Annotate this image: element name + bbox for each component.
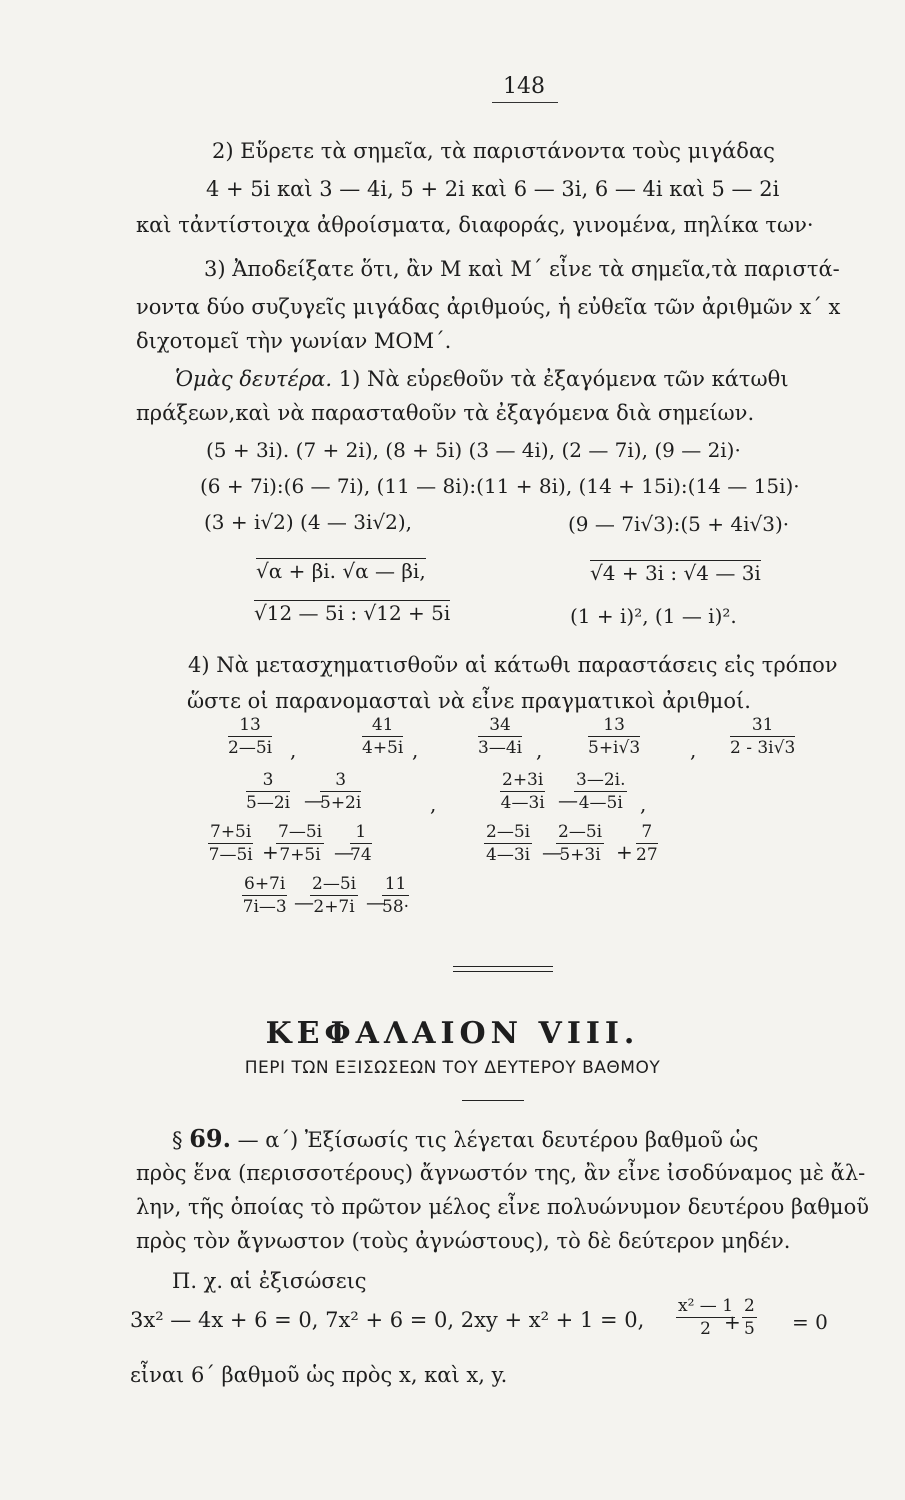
- group-b-intro: 1) Νὰ εὑρεθοῦν τὰ ἐξαγόμενα τῶν κάτωθι: [338, 367, 789, 391]
- page-number: 148: [503, 74, 545, 99]
- comma: ,: [412, 738, 419, 762]
- plus-sign: +: [262, 840, 279, 864]
- plus-sign: +: [616, 840, 633, 864]
- plus-sign: +: [724, 1310, 741, 1334]
- section-69-line-2: πρὸς ἕνα (περισσοτέρους) ἄγνωστόν της, ἂν εἶνε ἰσοδύναμος μὲ ἄλ-: [136, 1161, 866, 1185]
- fraction: $\frac{2—5i}{4—3i}$: [486, 822, 531, 865]
- fraction: $\frac{3}{5+2i}$: [320, 770, 362, 813]
- fraction: $\frac{34}{3—4i}$: [478, 715, 523, 758]
- fraction: $\frac{11}{58\cdot}$: [382, 874, 410, 917]
- chapter-subtitle: ΠΕΡΙ ΤΩΝ ΕΞΙΣΩΣΕΩΝ ΤΟΥ ΔΕΥΤΕΡΟΥ ΒΑΘΜΟΥ: [244, 1058, 661, 1078]
- comma: ,: [430, 792, 437, 816]
- fraction: $\frac{3—2i.}{4—5i}$: [576, 770, 626, 813]
- fraction: $\frac{31}{2 - 3i√3}$: [730, 715, 796, 758]
- minus-sign: —: [334, 840, 354, 864]
- fraction: $\frac{3}{5—2i}$: [246, 770, 291, 813]
- comma: ,: [690, 738, 697, 762]
- expr-row-4b: √4 + 3i : √4 — 3i: [590, 561, 761, 585]
- fraction: $\frac{\text{x² — 1}}{2}$: [678, 1296, 734, 1339]
- fraction: $\frac{1}{74}$: [350, 822, 372, 865]
- equation-list: 3x² — 4x + 6 = 0, 7x² + 6 = 0, 2xy + x² + 1 = 0,: [130, 1308, 645, 1332]
- expr-row-2: (6 + 7i):(6 — 7i), (11 — 8i):(11 + 8i), (14 + 15i):(14 — 15i)·: [200, 474, 800, 498]
- fraction: $\frac{13}{5+i√3}$: [588, 715, 641, 758]
- exercise-3-line-1: 3) Ἀποδείξατε ὅτι, ἂν Μ καὶ Μ΄ εἶνε τὰ σημεῖα,τὰ παριστά-: [204, 257, 840, 281]
- section-mark: §: [172, 1128, 183, 1152]
- expr-row-5a: √12 — 5i : √12 + 5i: [254, 601, 451, 625]
- fraction: $\frac{13}{2—5i}$: [228, 715, 273, 758]
- section-69-line-1: [172, 1126, 758, 1153]
- minus-sign: —: [366, 890, 386, 914]
- expr-row-5b: (1 + i)², (1 — i)².: [570, 604, 737, 628]
- separator-rule-bottom: [453, 971, 553, 972]
- group-b-heading-line: [175, 366, 789, 392]
- chapter-title: ΚΕΦΑΛΑΙΟΝ VIII.: [265, 1016, 640, 1051]
- comma: ,: [640, 792, 647, 816]
- exercise-3-line-2: νοντα δύο συζυγεῖς μιγάδας ἀριθμούς, ἡ εὐθεῖα τῶν ἀριθμῶν x΄ x: [136, 295, 841, 319]
- minus-sign: —: [304, 788, 324, 812]
- group-b-intro-line-2: πράξεων,καὶ νὰ παρασταθοῦν τὰ ἐξαγόμενα διὰ σημείων.: [136, 401, 755, 425]
- expr-row-4a: √α + βi. √α — βi,: [256, 559, 426, 583]
- minus-sign: —: [542, 840, 562, 864]
- exercise-3-line-3: διχοτομεῖ τὴν γωνίαν ΜΟΜ΄.: [136, 329, 452, 353]
- section-number: 69.: [189, 1124, 231, 1153]
- chapter-rule: [462, 1100, 524, 1101]
- section-69-text: — α΄) Ἐξίσωσίς τις λέγεται δευτέρου βαθμοῦ ὡς: [230, 1128, 759, 1152]
- example-intro: Π. χ. αἱ ἐξισώσεις: [172, 1269, 367, 1293]
- expr-row-3a: (3 + i√2) (4 — 3i√2),: [204, 510, 413, 534]
- fraction: $\frac{2—5i}{5+3i}$: [558, 822, 603, 865]
- page-number-rule: [492, 102, 558, 103]
- separator-rule-top: [453, 966, 553, 967]
- fraction: $\frac{2—5i}{2+7i}$: [312, 874, 357, 917]
- expr-row-3b: (9 — 7i√3):(5 + 4i√3)·: [568, 512, 790, 536]
- fraction: $\frac{6+7i}{7i—3}$: [242, 874, 287, 917]
- exercise-4-line-1: 4) Νὰ μετασχηματισθοῦν αἱ κάτωθι παραστάσεις εἰς τρόπον: [188, 653, 838, 677]
- section-69-last-line: εἶναι 6΄ βαθμοῦ ὡς πρὸς x, καὶ x, y.: [130, 1363, 508, 1387]
- exercise-2-line-3: καὶ τἀντίστοιχα ἀθροίσματα, διαφοράς, γινομένα, πηλίκα των·: [136, 213, 814, 237]
- exercise-2-line-2: 4 + 5i καὶ 3 — 4i, 5 + 2i καὶ 6 — 3i, 6 — 4i καὶ 5 — 2i: [206, 177, 780, 201]
- exercise-2-line-1: 2) Εὕρετε τὰ σημεῖα, τὰ παριστάνοντα τοὺς μιγάδας: [212, 139, 775, 163]
- group-b-title: Ὁμὰς δευτέρα.: [175, 367, 333, 391]
- exercise-4-line-2: ὥστε οἱ παρανομασταὶ νὰ εἶνε πραγματικοὶ ἀριθμοί.: [187, 689, 751, 713]
- comma: ,: [290, 738, 297, 762]
- fraction: $\frac{7+5i}{7—5i}$: [208, 822, 253, 865]
- section-69-line-4: πρὸς τὸν ἄγνωστον (τοὺς ἀγνώστους), τὸ δὲ δεύτερον μηδέν.: [136, 1229, 791, 1253]
- minus-sign: —: [294, 890, 314, 914]
- fraction: $\frac{41}{4+5i}$: [362, 715, 404, 758]
- fraction: $\frac{7—5i}{7+5i}$: [278, 822, 323, 865]
- section-69-line-3: λην, τῆς ὁποίας τὸ πρῶτον μέλος εἶνε πολυώνυμον δευτέρου βαθμοῦ: [136, 1195, 869, 1219]
- comma: ,: [536, 738, 543, 762]
- minus-sign: —: [558, 788, 578, 812]
- fraction: $\frac{7}{27}$: [636, 822, 658, 865]
- equals-zero: = 0: [792, 1310, 828, 1334]
- fraction: $\frac{2}{5}$: [744, 1296, 755, 1339]
- expr-row-1: (5 + 3i). (7 + 2i), (8 + 5i) (3 — 4i), (2 — 7i), (9 — 2i)·: [206, 438, 741, 462]
- fraction: $\frac{2+3i}{4—3i}$: [500, 770, 545, 813]
